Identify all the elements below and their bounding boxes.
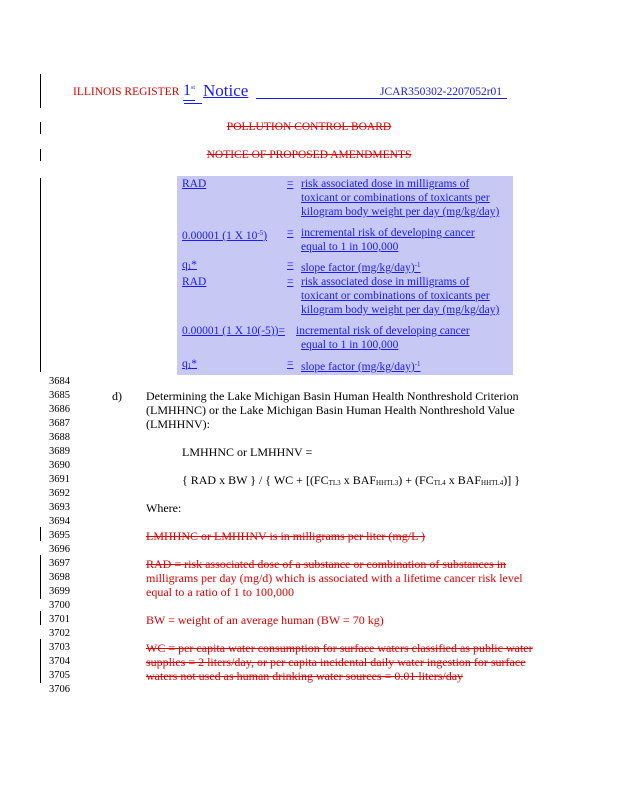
line-number: 3693 <box>49 502 70 513</box>
def-equals: = <box>287 259 294 271</box>
line-number: 3701 <box>49 614 70 625</box>
equation-lhs: LMHHNC or LMHHNV = <box>182 445 313 459</box>
line-number: 3695 <box>49 530 70 541</box>
where-rad: RAD = risk associated dose of a substance or combination of substances in <box>146 557 507 571</box>
where-label: Where: <box>146 501 182 515</box>
def-text: incremental risk of developing cancer <box>301 227 475 239</box>
notice-title: NOTICE OF PROPOSED AMENDMENTS <box>206 149 412 161</box>
where-wc: WC = per capita water consumption for surface waters classified as public water <box>146 641 533 655</box>
def-term: RAD <box>182 276 207 288</box>
def-text: equal to 1 in 100,000 <box>301 339 399 351</box>
register-title: ILLINOIS REGISTER <box>73 86 180 98</box>
section-text: Determining the Lake Michigan Basin Human Health Nonthreshold Criterion <box>146 389 519 403</box>
change-bar <box>40 555 41 599</box>
def-text: toxicant or combinations of toxicants per <box>301 192 490 204</box>
where-rad: milligrams per day (mg/d) which is associated with a lifetime cancer risk level <box>146 571 523 585</box>
def-text: toxicant or combinations of toxicants per <box>301 290 490 302</box>
equation-formula: { RAD x BW } / { WC + [($FC_{TL3}$ x $BAF_{HHTL3}) + (FC_{TL4}$ x $BAF_{HHTL4}$)] } <box>182 473 520 487</box>
def-text: risk associated dose in milligrams of <box>301 178 470 190</box>
line-number: 3692 <box>49 488 70 499</box>
def-equals: = <box>287 227 294 239</box>
jcar-id: JCAR350302-2207052r01 <box>380 86 503 98</box>
def-text: slope factor $(mg/kg/day)^{-1}$ <box>301 360 421 373</box>
line-number: 3691 <box>49 474 70 485</box>
line-number: 3688 <box>49 432 70 443</box>
notice-label: Notice <box>203 81 249 100</box>
def-term: $q_1*$ <box>182 259 197 271</box>
where-wc: waters not used as human drinking water sources = 0.01 liters/day <box>146 669 464 683</box>
line-number: 3690 <box>49 460 70 471</box>
line-number: 3702 <box>49 628 70 639</box>
line-number: 3705 <box>49 670 70 681</box>
page-underline <box>184 103 202 104</box>
def-text: slope factor $(mg/kg/day)^{-1}$ <box>301 261 421 274</box>
def-text: kilogram body weight per day (mg/kg/day) <box>301 206 500 218</box>
board-title: POLLUTION CONTROL BOARD <box>226 121 392 133</box>
where-lmhhnc: LMHHNC or LMHHNV is in milligrams per liter (mg/L ) <box>146 529 425 543</box>
def-text: risk associated dose in milligrams of <box>301 276 470 288</box>
line-number: 3684 <box>49 376 70 387</box>
def-text: kilogram body weight per day (mg/kg/day) <box>301 304 500 316</box>
line-number: 3697 <box>49 558 70 569</box>
def-term: RAD <box>182 178 207 190</box>
line-number: 3685 <box>49 390 70 401</box>
where-wc: supplies = 2 liters/day, or per capita incidental daily water ingestion for surface <box>146 655 526 669</box>
change-bar <box>40 178 41 372</box>
def-term: $q_1*$ <box>182 358 197 370</box>
header-rule <box>256 98 507 99</box>
line-number: 3698 <box>49 572 70 583</box>
line-number: 3706 <box>49 684 70 695</box>
line-number: 3689 <box>49 446 70 457</box>
def-term: 0.00001 (1 X $10^{-5}$) <box>182 229 268 242</box>
def-text: incremental risk of developing cancer <box>296 325 470 337</box>
def-text: equal to 1 in 100,000 <box>301 241 399 253</box>
line-number: 3696 <box>49 544 70 555</box>
def-equals: = <box>287 276 294 288</box>
section-text: (LMHHNC) or the Lake Michigan Basin Human Health Nonthreshold Value <box>146 403 515 417</box>
line-number: 3686 <box>49 404 70 415</box>
page-number: 1st <box>183 82 196 99</box>
where-bw: BW = weight of an average human (BW = 70 kg) <box>146 613 384 627</box>
section-text: (LMHHNV): <box>146 417 210 431</box>
def-equals: = <box>287 178 294 190</box>
line-number: 3694 <box>49 516 70 527</box>
change-bar <box>40 527 41 541</box>
change-bar <box>40 639 41 683</box>
line-number: 3700 <box>49 600 70 611</box>
change-bar <box>40 611 41 625</box>
line-number: 3699 <box>49 586 70 597</box>
section-label: d) <box>112 389 122 403</box>
def-equals: = <box>287 358 294 370</box>
line-number: 3704 <box>49 656 70 667</box>
line-number: 3703 <box>49 642 70 653</box>
def-term: 0.00001 (1 X 10(-5))= <box>182 325 285 337</box>
change-bar <box>40 74 41 108</box>
line-number: 3687 <box>49 418 70 429</box>
where-rad: equal to a ratio of 1 to 100,000 <box>146 585 294 599</box>
